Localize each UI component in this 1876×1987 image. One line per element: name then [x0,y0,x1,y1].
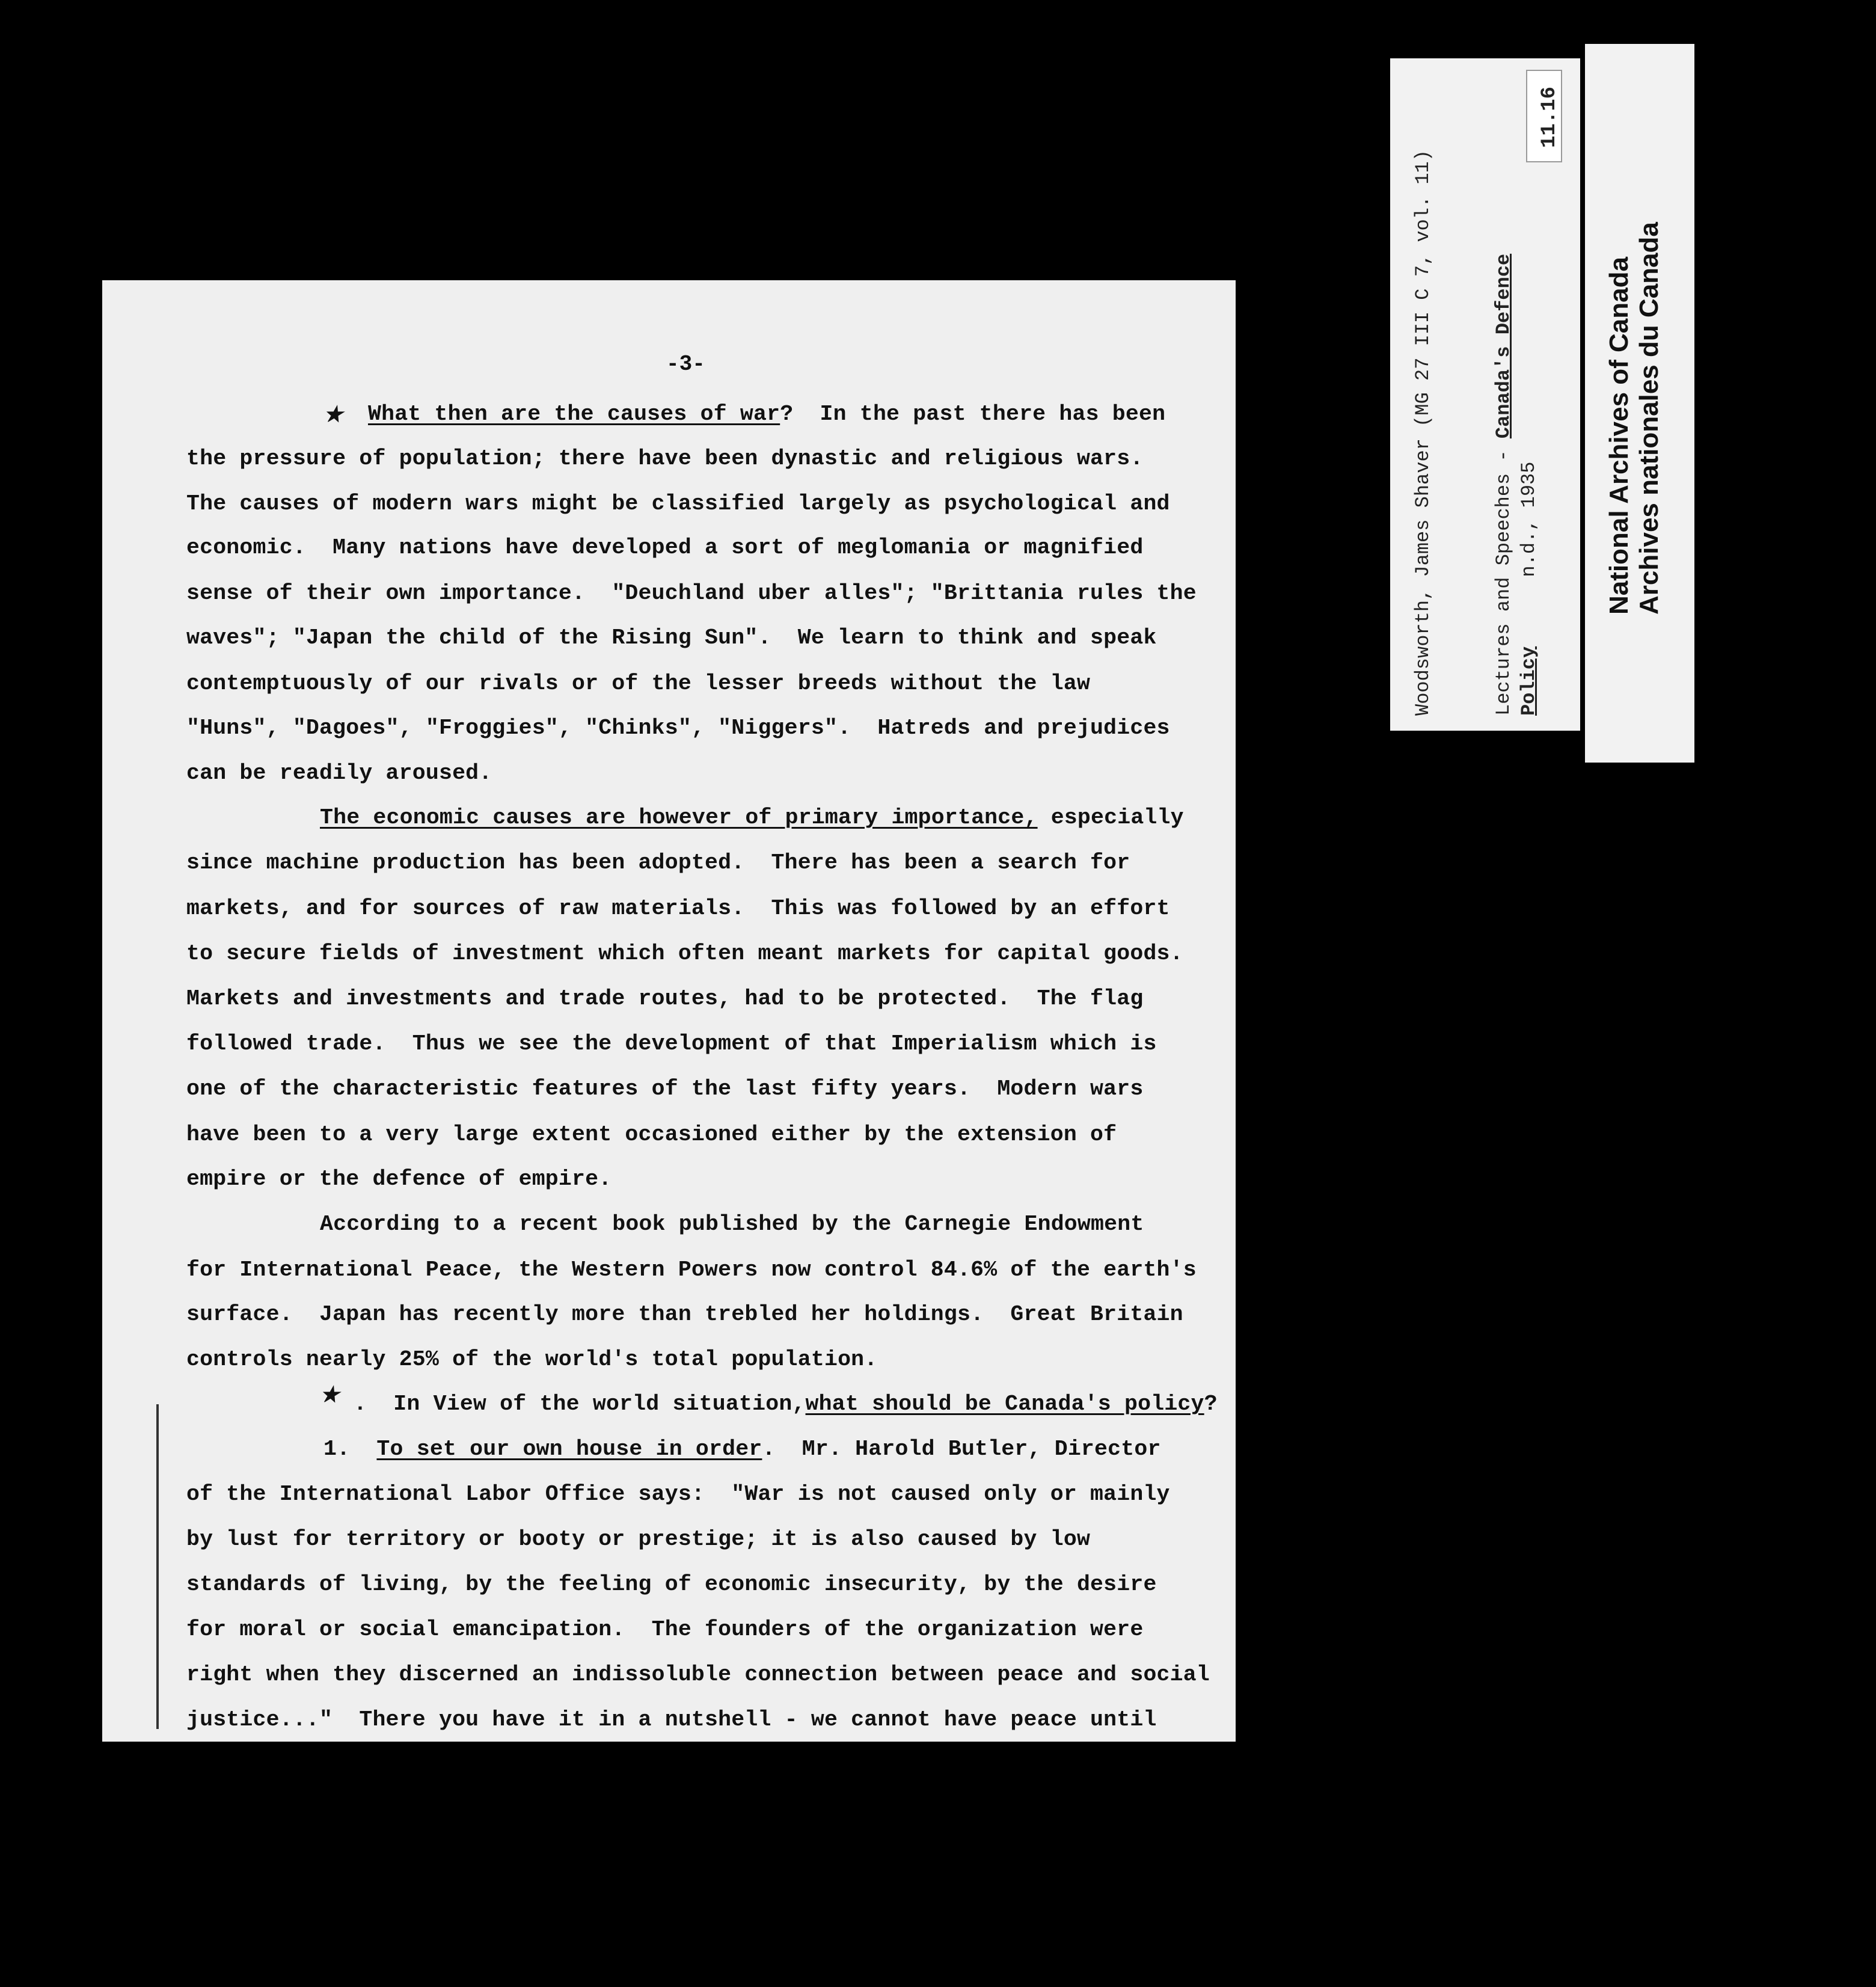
text-line: According to a recent book published by the Carnegie Endowment [320,1212,1144,1236]
text-line: economic. Many nations have developed a sort of meglomania or magnified [186,535,1144,560]
text-line: standards of living, by the feeling of economic insecurity, by the desire [186,1572,1157,1597]
text-line: contemptuously of our rivals or of the lesser breeds without the law [186,671,1091,696]
text-line: What then are the causes of war? In the past there has been [368,402,1166,426]
text-line: markets, and for sources of raw materials. This was followed by an effort [186,896,1170,921]
text-line: by lust for territory or booty or prestige; it is also caused by low [186,1527,1091,1552]
text-line: controls nearly 25% of the world's total population. [186,1347,878,1372]
text-line: since machine production has been adopted. There has been a search for [186,850,1130,875]
text-line: surface. Japan has recently more than trebled her holdings. Great Britain [186,1302,1183,1327]
text-line: to secure fields of investment which often meant markets for capital goods. [186,941,1183,966]
text-line: have been to a very large extent occasioned either by the extension of [186,1122,1117,1147]
text-line: followed trade. Thus we see the development of that Imperialism which is [186,1031,1157,1056]
page-number: -3- [666,352,705,376]
text-line: right when they discerned an indissoluble connection between peace and social [186,1662,1210,1687]
handwritten-mark: ★ [323,402,343,427]
creator-label: Woodsworth, James Shaver (MG 27 III C 7, vol. 11) [1412,150,1434,716]
text-line: for moral or social emancipation. The founders of the organization were [186,1617,1144,1642]
text-line: for International Peace, the Western Powers now control 84.6% of the earth's [186,1258,1197,1282]
text-line: "Huns", "Dagoes", "Froggies", "Chinks", "Niggers". Hatreds and prejudices [186,716,1170,740]
text-line: of the International Labor Office says: "War is not caused only or mainly [186,1482,1170,1506]
text-line: waves"; "Japan the child of the Rising Sun". We learn to think and speak [186,625,1157,650]
institution-name-fr: Archives nationales du Canada [1634,222,1664,615]
text-line: the pressure of population; there have been dynastic and religious wars. [186,446,1144,471]
file-number: 11.16 [1538,86,1561,148]
text-line: justice..." There you have it in a nutshell - we cannot have peace until [186,1707,1157,1732]
margin-line [156,1404,159,1729]
text-line: one of the characteristic features of the last fifty years. Modern wars [186,1076,1144,1101]
text-line: sense of their own importance. "Deuchland uber alles"; "Brittania rules the [186,581,1197,606]
text-line: Markets and investments and trade routes, had to be protected. The flag [186,986,1144,1011]
series-label: Lectures and Speeches - Canada's Defence [1492,253,1515,716]
series-label-2: Policy n.d., 1935 [1518,461,1540,716]
text-line: . In View of the world situation,what should be Canada's policy? [354,1392,1218,1416]
text-line: The causes of modern wars might be classified largely as psychological and [186,491,1170,516]
text-line: The economic causes are however of primary importance, especially [320,805,1184,830]
text-line: empire or the defence of empire. [186,1167,612,1191]
handwritten-mark: ★ [320,1382,340,1407]
text-line: can be readily aroused. [186,761,492,785]
text-line: 1. To set our own house in order. Mr. Harold Butler, Director [323,1437,1161,1461]
institution-name-en: National Archives of Canada [1604,257,1634,615]
